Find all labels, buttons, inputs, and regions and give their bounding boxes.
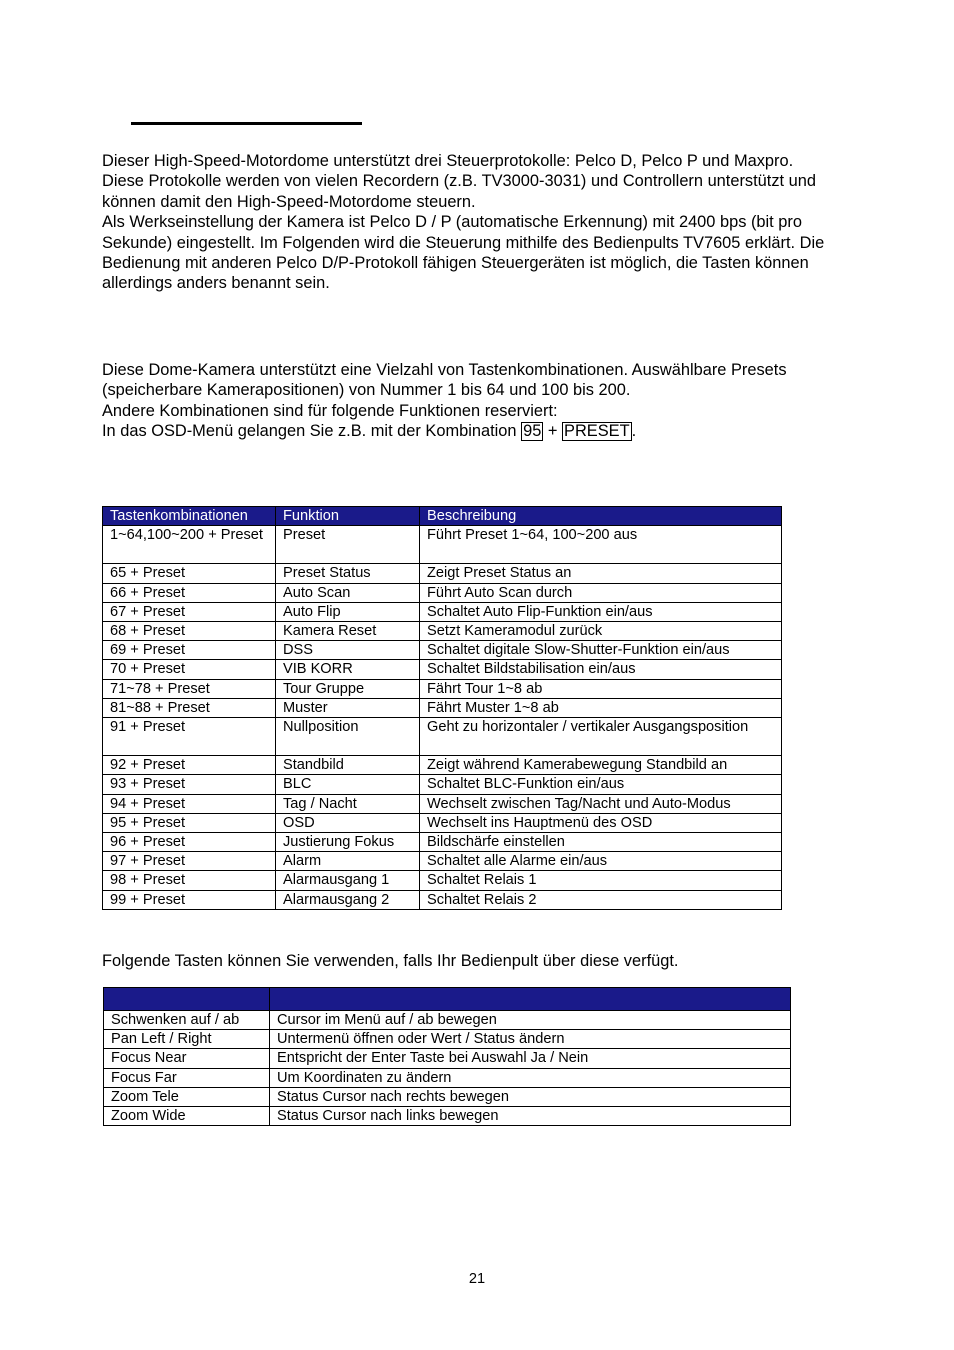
table-cell: Untermenü öffnen oder Wert / Status ändern [270,1030,791,1049]
table-row [103,660,782,679]
table-row [104,1107,791,1126]
intro-line: allerdings anders benannt sein. [102,274,330,293]
table-row [103,718,782,756]
section-heading-rule [131,122,362,125]
table-row [104,1030,791,1049]
table-cell: 94 + Preset [103,794,276,813]
key-95-box: 95 [523,422,542,441]
table-cell: Alarmausgang 1 [276,871,420,890]
table-cell: 1~64,100~200 + Preset [103,526,276,564]
table-row [103,698,782,717]
table-cell: 91 + Preset [103,718,276,756]
table-cell: Status Cursor nach rechts bewegen [270,1087,791,1106]
table-cell: 69 + Preset [103,641,276,660]
table-row [103,583,782,602]
table-cell: OSD [276,813,420,832]
table-row [103,871,782,890]
combos-line: (speicherbare Kamerapositionen) von Nummer 1 bis 64 und 100 bis 200. [102,381,631,400]
table-cell: Zeigt während Kamerabewegung Standbild an [420,756,782,775]
intro-line: können damit den High-Speed-Motordome steuern. [102,192,476,211]
table-cell: Schaltet BLC-Funktion ein/aus [420,775,782,794]
table-row [103,813,782,832]
table-cell: Tour Gruppe [276,679,420,698]
table-cell: 71~78 + Preset [103,679,276,698]
table-cell: BLC [276,775,420,794]
table-cell: Zoom Tele [104,1087,270,1106]
table-cell: VIB KORR [276,660,420,679]
table-cell: Um Koordinaten zu ändern [270,1068,791,1087]
table-row [103,679,782,698]
table-cell: Preset [276,526,420,564]
table-row [104,1087,791,1106]
table-row [103,641,782,660]
osd-line-prefix: In das OSD-Menü gelangen Sie z.B. mit der Kombination [102,422,522,441]
table-cell: DSS [276,641,420,660]
intro-line: Bedienung mit anderen Pelco D/P-Protokoll fähigen Steuergeräten ist möglich, die Tasten können [102,253,809,272]
table-row [103,622,782,641]
table-cell: 95 + Preset [103,813,276,832]
table-cell: 70 + Preset [103,660,276,679]
combos-paragraph [102,360,892,442]
table-cell: Cursor im Menü auf / ab bewegen [270,1011,791,1030]
table-cell: Nullposition [276,718,420,756]
table-cell: Wechselt zwischen Tag/Nacht und Auto-Modus [420,794,782,813]
table-row [103,775,782,794]
column-header-empty [270,988,791,1011]
plus-sign: + [543,422,563,441]
intro-paragraph [102,151,892,294]
table-cell: 93 + Preset [103,775,276,794]
table-row [103,833,782,852]
table-cell: Schaltet Auto Flip-Funktion ein/aus [420,602,782,621]
table-header-row [104,988,791,1011]
table-cell: Schaltet digitale Slow-Shutter-Funktion ein/aus [420,641,782,660]
table-row [103,890,782,909]
table-cell: Pan Left / Right [104,1030,270,1049]
table-cell: Schaltet Bildstabilisation ein/aus [420,660,782,679]
column-header: Tastenkombinationen [103,507,276,526]
table-cell: Auto Flip [276,602,420,621]
intro-line: Sekunde) eingestellt. Im Folgenden wird die Steuerung mithilfe des Bedienpults TV7605 erklärt. Die [102,233,825,252]
table-row [103,756,782,775]
table-cell: Schwenken auf / ab [104,1011,270,1030]
table-row [103,526,782,564]
keys-intro-line: Folgende Tasten können Sie verwenden, falls Ihr Bedienpult über diese verfügt. [102,952,679,970]
table-cell: 99 + Preset [103,890,276,909]
table-row [103,794,782,813]
table-cell: Fährt Tour 1~8 ab [420,679,782,698]
page-number: 21 [468,1271,486,1287]
table-cell: 65 + Preset [103,564,276,583]
intro-line: Diese Protokolle werden von vielen Recordern (z.B. TV3000-3031) und Controllern unterstützt und [102,172,816,191]
column-header: Beschreibung [420,507,782,526]
table-cell: Kamera Reset [276,622,420,641]
table-cell: Fährt Muster 1~8 ab [420,698,782,717]
control-keys-table [103,987,791,1126]
table-cell: Standbild [276,756,420,775]
table-row [103,564,782,583]
table-cell: Preset Status [276,564,420,583]
table-cell: 97 + Preset [103,852,276,871]
table-cell: Wechselt ins Hauptmenü des OSD [420,813,782,832]
table-cell: Geht zu horizontaler / vertikaler Ausgangsposition [420,718,782,756]
table-header-row [103,507,782,526]
table-row [104,1049,791,1068]
table-cell: Führt Auto Scan durch [420,583,782,602]
intro-line: Als Werkseinstellung der Kamera ist Pelco D / P (automatische Erkennung) mit 2400 bps (bit pro [102,213,802,232]
table-cell: Schaltet alle Alarme ein/aus [420,852,782,871]
table-cell: Alarmausgang 2 [276,890,420,909]
table-cell: Focus Near [104,1049,270,1068]
table-row [104,1068,791,1087]
table-cell: Justierung Fokus [276,833,420,852]
table-row [103,602,782,621]
table-cell: Alarm [276,852,420,871]
table-cell: Tag / Nacht [276,794,420,813]
table-cell: Zoom Wide [104,1107,270,1126]
table-cell: Status Cursor nach links bewegen [270,1107,791,1126]
table-row [103,852,782,871]
key-preset-box: PRESET [564,422,630,441]
table-cell: 66 + Preset [103,583,276,602]
key-combination-table [102,506,782,910]
table-cell: Auto Scan [276,583,420,602]
table-cell: Focus Far [104,1068,270,1087]
keys-intro-paragraph [102,951,892,971]
osd-line [102,421,892,441]
column-header: Funktion [276,507,420,526]
table-cell: 68 + Preset [103,622,276,641]
table-cell: Entspricht der Enter Taste bei Auswahl Ja / Nein [270,1049,791,1068]
column-header-empty [104,988,270,1011]
table-cell: Führt Preset 1~64, 100~200 aus [420,526,782,564]
table-cell: 96 + Preset [103,833,276,852]
table-cell: Bildschärfe einstellen [420,833,782,852]
table-cell: 81~88 + Preset [103,698,276,717]
table-row [104,1011,791,1030]
intro-line: Dieser High-Speed-Motordome unterstützt drei Steuerprotokolle: Pelco D, Pelco P und Maxpro. [102,152,794,170]
combos-line: Andere Kombinationen sind für folgende Funktionen reserviert: [102,401,558,420]
combos-line: Diese Dome-Kamera unterstützt eine Vielzahl von Tastenkombinationen. Auswählbare Presets [102,361,787,379]
table-cell: Zeigt Preset Status an [420,564,782,583]
table-cell: 98 + Preset [103,871,276,890]
table-cell: Schaltet Relais 1 [420,871,782,890]
table-cell: Muster [276,698,420,717]
table-cell: 92 + Preset [103,756,276,775]
table-cell: Setzt Kameramodul zurück [420,622,782,641]
osd-line-suffix: . [631,422,637,441]
table-cell: Schaltet Relais 2 [420,890,782,909]
table-cell: 67 + Preset [103,602,276,621]
